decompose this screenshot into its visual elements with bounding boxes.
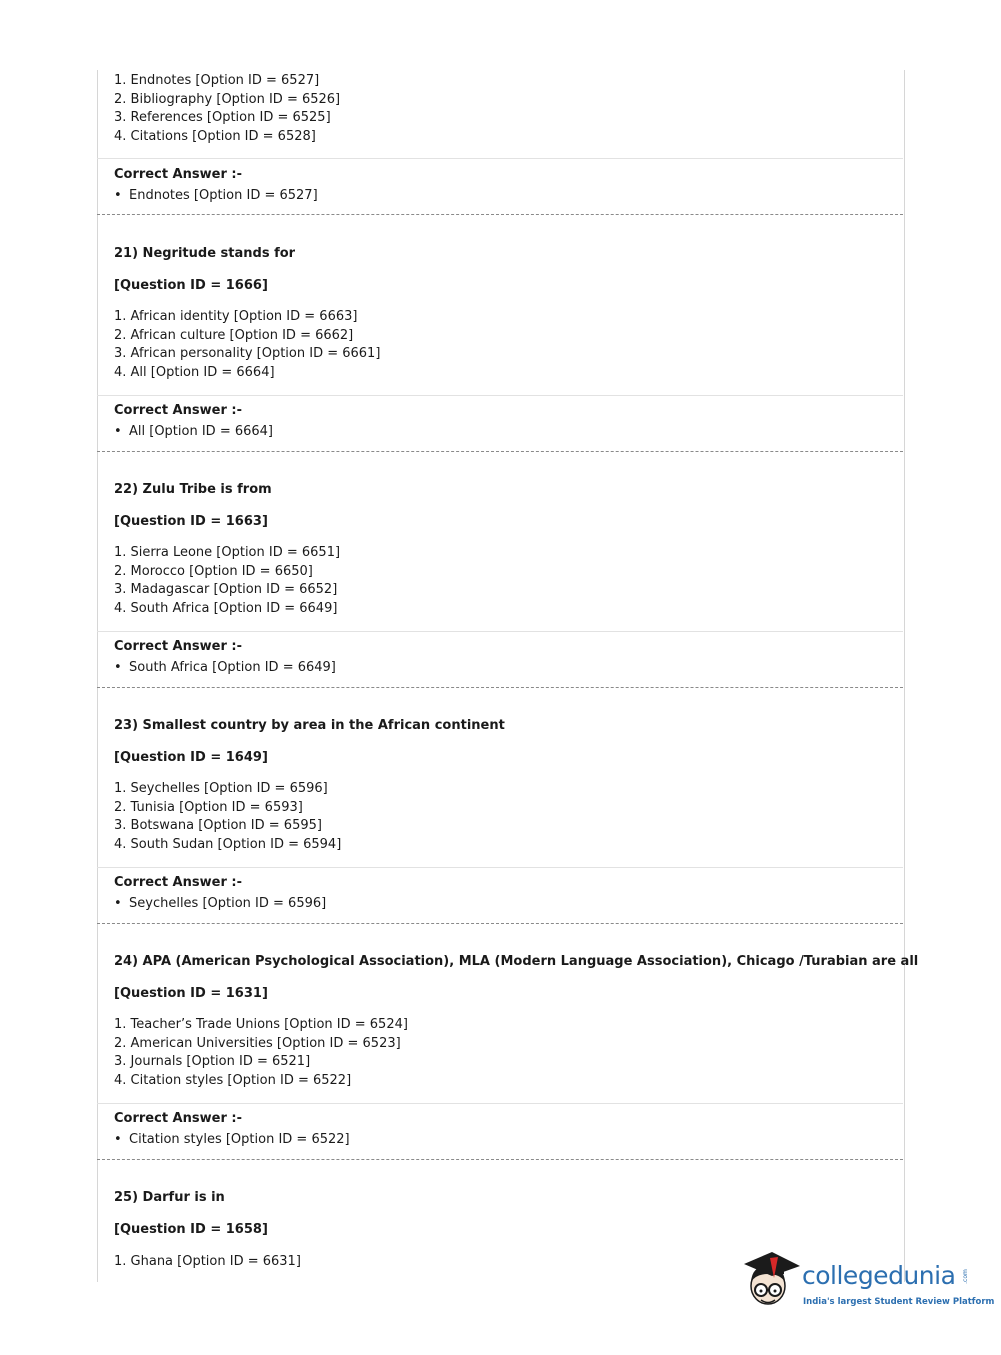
option-item: 2. Morocco [Option ID = 6650]: [114, 564, 313, 579]
question-separator: [97, 214, 903, 215]
question-id: [Question ID = 1666]: [114, 278, 268, 293]
option-item: 3. Botswana [Option ID = 6595]: [114, 818, 322, 833]
question-separator: [97, 451, 903, 452]
bullet: •: [114, 424, 122, 439]
correct-answer-label: Correct Answer :-: [114, 1111, 242, 1126]
option-item: 4. South Sudan [Option ID = 6594]: [114, 837, 342, 852]
logo-tagline: India's largest Student Review Platform: [803, 1297, 995, 1307]
bullet: •: [114, 660, 122, 675]
question-separator: [97, 1159, 903, 1160]
question-title: 22) Zulu Tribe is from: [114, 482, 272, 497]
option-item: 4. All [Option ID = 6664]: [114, 365, 275, 380]
question-id: [Question ID = 1631]: [114, 986, 268, 1001]
graduate-mascot-icon: [742, 1248, 802, 1320]
logo-suffix: .com: [961, 1269, 969, 1284]
option-item: 2. American Universities [Option ID = 6523]: [114, 1036, 401, 1051]
option-item: 3. References [Option ID = 6525]: [114, 110, 331, 125]
correct-answer-value: All [Option ID = 6664]: [129, 424, 273, 439]
option-item: 2. Tunisia [Option ID = 6593]: [114, 800, 303, 815]
option-item: 3. African personality [Option ID = 6661]: [114, 346, 381, 361]
question-title: 25) Darfur is in: [114, 1190, 225, 1205]
correct-answer-label: Correct Answer :-: [114, 167, 242, 182]
option-item: 4. Citation styles [Option ID = 6522]: [114, 1073, 352, 1088]
option-item: 4. Citations [Option ID = 6528]: [114, 129, 316, 144]
divider: [97, 631, 903, 632]
correct-answer-label: Correct Answer :-: [114, 403, 242, 418]
question-id: [Question ID = 1649]: [114, 750, 268, 765]
question-separator: [97, 687, 903, 688]
correct-answer-value: Endnotes [Option ID = 6527]: [129, 188, 318, 203]
logo-wordmark: collegedunia: [802, 1261, 956, 1290]
question-id: [Question ID = 1658]: [114, 1222, 268, 1237]
correct-answer-label: Correct Answer :-: [114, 875, 242, 890]
question-separator: [97, 923, 903, 924]
option-item: 1. Ghana [Option ID = 6631]: [114, 1254, 301, 1269]
option-item: 4. South Africa [Option ID = 6649]: [114, 601, 338, 616]
divider: [97, 158, 903, 159]
option-item: 1. Teacher’s Trade Unions [Option ID = 6524]: [114, 1017, 408, 1032]
option-item: 3. Madagascar [Option ID = 6652]: [114, 582, 338, 597]
correct-answer-value: South Africa [Option ID = 6649]: [129, 660, 336, 675]
option-item: 2. Bibliography [Option ID = 6526]: [114, 92, 341, 107]
question-id: [Question ID = 1663]: [114, 514, 268, 529]
correct-answer-value: Citation styles [Option ID = 6522]: [129, 1132, 350, 1147]
option-item: 3. Journals [Option ID = 6521]: [114, 1054, 311, 1069]
option-item: 1. African identity [Option ID = 6663]: [114, 309, 358, 324]
question-title: 23) Smallest country by area in the African continent: [114, 718, 505, 733]
correct-answer-label: Correct Answer :-: [114, 639, 242, 654]
divider: [97, 395, 903, 396]
option-item: 2. African culture [Option ID = 6662]: [114, 328, 354, 343]
bullet: •: [114, 896, 122, 911]
bullet: •: [114, 1132, 122, 1147]
divider: [97, 1103, 903, 1104]
bullet: •: [114, 188, 122, 203]
correct-answer-value: Seychelles [Option ID = 6596]: [129, 896, 327, 911]
question-title: 24) APA (American Psychological Association), MLA (Modern Language Association), Chicago /Turabian are all: [114, 954, 919, 969]
option-item: 1. Endnotes [Option ID = 6527]: [114, 73, 320, 88]
option-item: 1. Seychelles [Option ID = 6596]: [114, 781, 328, 796]
option-item: 1. Sierra Leone [Option ID = 6651]: [114, 545, 341, 560]
divider: [97, 867, 903, 868]
question-title: 21) Negritude stands for: [114, 246, 296, 261]
